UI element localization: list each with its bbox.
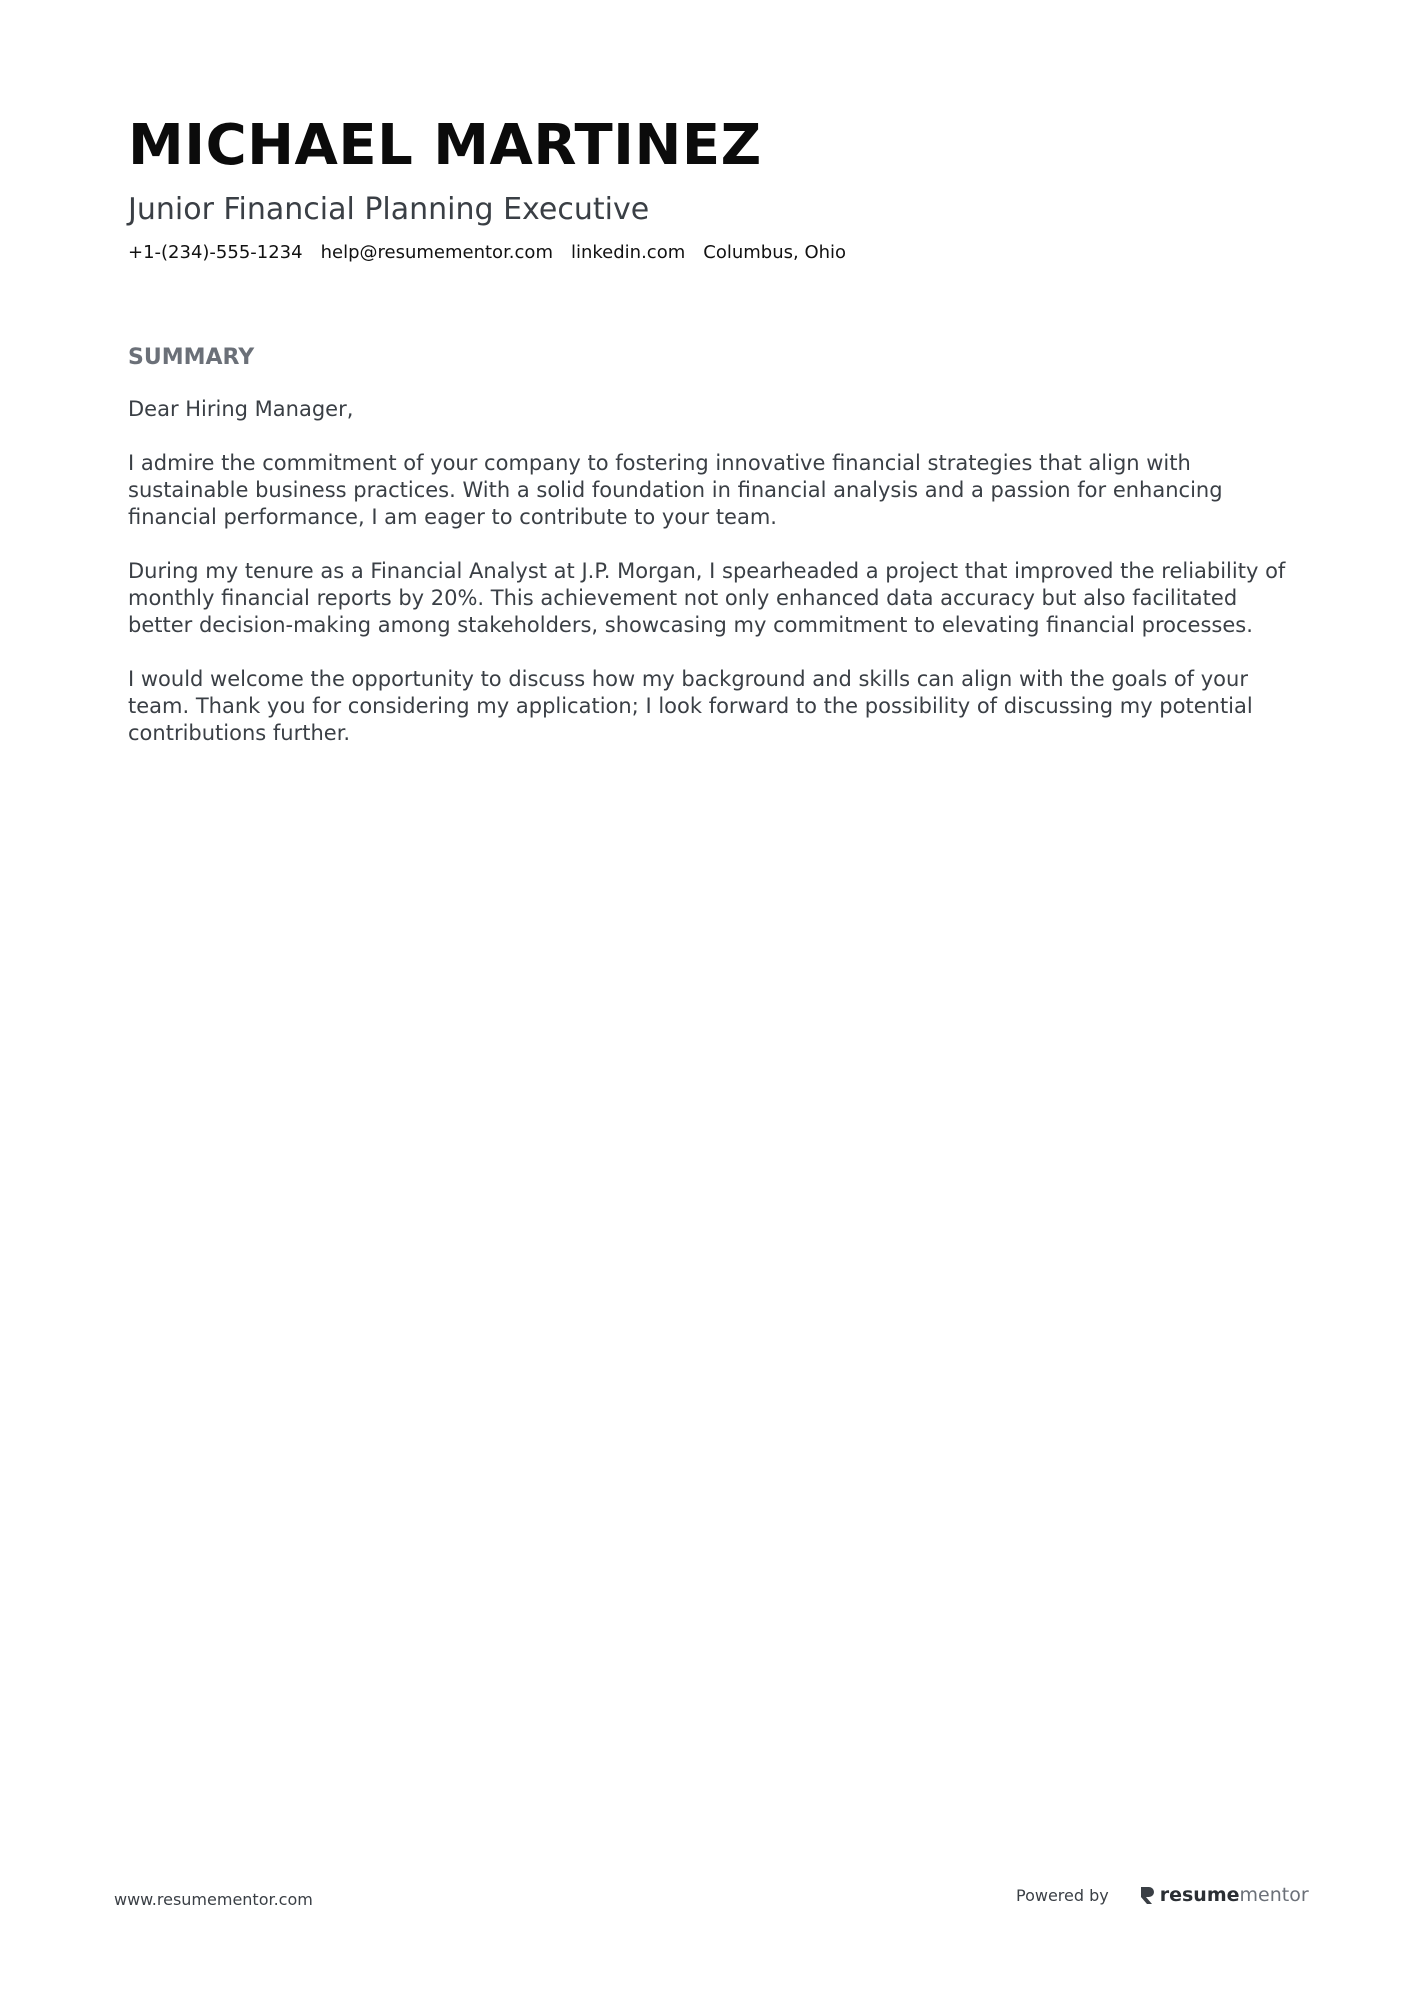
contact-email: help@resumementor.com — [320, 242, 553, 263]
paragraph-3: I would welcome the opportunity to discuss how my background and skills can align with the goals of your team. Thank you for considering my application; I look forward to the possibility of discussing my potential contributions further. — [128, 667, 1253, 745]
contact-line — [128, 240, 1288, 266]
salutation: Dear Hiring Manager, — [128, 397, 354, 421]
job-title: Junior Financial Planning Executive — [128, 192, 650, 227]
brand-name-light: mentor — [1239, 1884, 1309, 1906]
powered-by-label: Powered by — [1016, 1885, 1109, 1905]
candidate-name: MICHAEL MARTINEZ — [128, 113, 762, 178]
resume-header — [128, 108, 1288, 266]
paragraph-2: During my tenure as a Financial Analyst at J.P. Morgan, I spearheaded a project that improved the reliability of monthly financial reports by 20%. This achievement not only enhanced data accuracy but also facilitated better decision-making among stakeholders, showcasing my commitment to elevating financial processes. — [128, 559, 1286, 637]
paragraph-1: I admire the commitment of your company to fostering innovative financial strategies that align with sustainable business practices. With a solid foundation in financial analysis and a passion for enhancing financial performance, I am eager to contribute to your team. — [128, 451, 1223, 529]
letter-body — [128, 396, 1288, 747]
resumementor-logo-icon — [1139, 1885, 1155, 1905]
contact-linkedin: linkedin.com — [570, 242, 686, 263]
section-heading: SUMMARY — [128, 345, 255, 370]
powered-by — [1016, 1884, 1309, 1906]
summary-section — [128, 342, 1288, 747]
contact-phone: +1-(234)-555-1234 — [128, 242, 303, 263]
brand-logo — [1139, 1884, 1309, 1906]
brand-name-bold: resume — [1159, 1884, 1240, 1906]
footer-website: www.resumementor.com — [114, 1890, 313, 1909]
contact-location: Columbus, Ohio — [703, 242, 847, 263]
